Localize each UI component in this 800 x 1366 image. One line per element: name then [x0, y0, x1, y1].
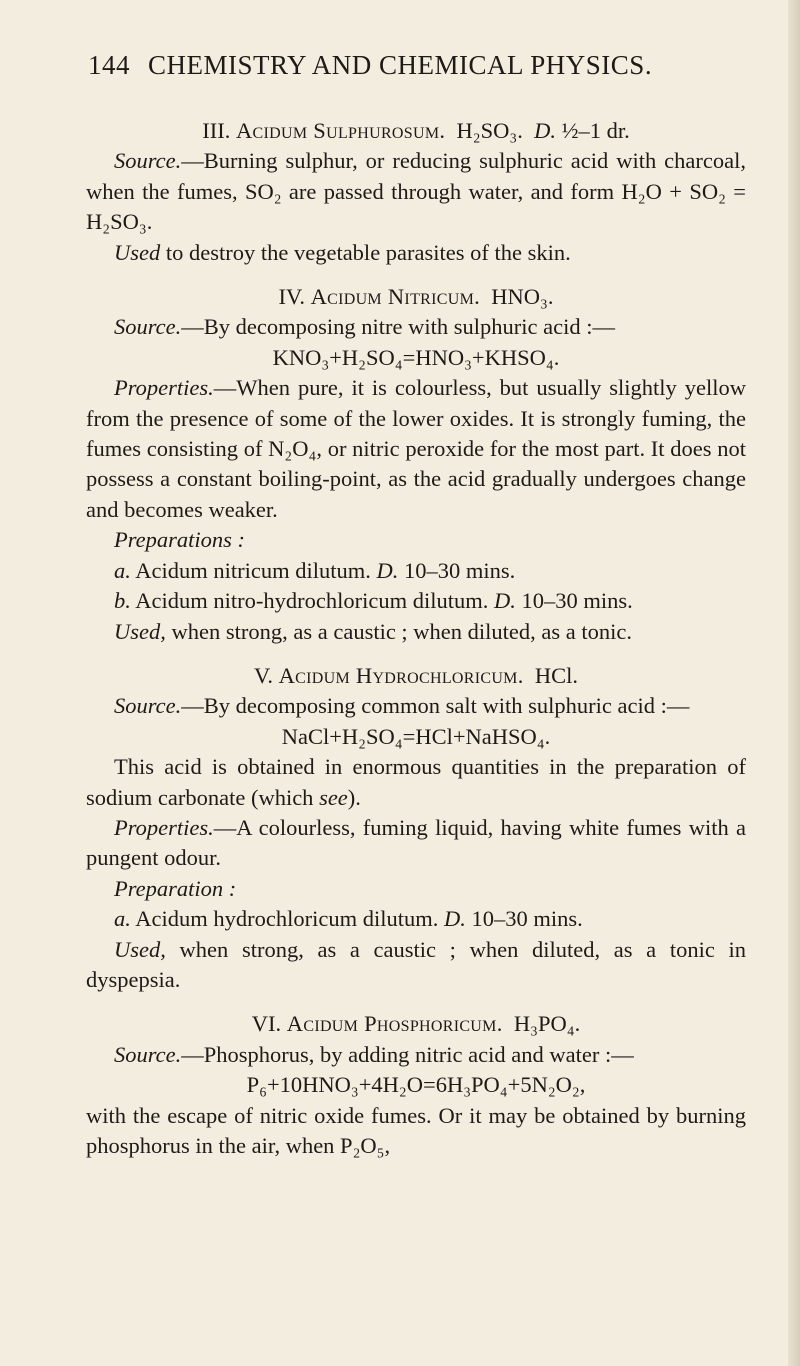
note-paragraph: This acid is obtained in enormous quantities in the preparation of sodium carbonate (which see).	[86, 754, 746, 810]
section-formula: HCl.	[534, 662, 579, 688]
used-paragraph: Used to destroy the vegetable parasites of the skin.	[114, 239, 571, 265]
properties-paragraph: Properties.—When pure, it is colourless, but usually slightly yellow from the presence of some of the lower oxides. It is strongly fuming, the fumes consisting of N₂O₄, or nitric peroxide for the most part. It does not possess a constant boiling-point, as the acid gradually undergoes change and becomes weaker.	[86, 375, 746, 522]
section-name: Acidum Nitricum.	[310, 284, 481, 310]
used-paragraph: Used, when strong, as a caustic ; when diluted, as a tonic.	[114, 618, 633, 644]
section-name: Acidum Hydrochloricum.	[278, 662, 524, 688]
running-title: CHEMISTRY AND CHEMICAL PHYSICS.	[148, 50, 653, 80]
section-heading-v: V. Acidum Hydrochloricum. HCl.	[253, 662, 579, 688]
source-paragraph: Source.—Phosphorus, by adding nitric acid and water :—	[114, 1041, 634, 1067]
section-heading-iii: III. Acidum Sulphurosum. H₂SO₃. D. ½–1 dr.	[202, 118, 630, 143]
equation: NaCl+H₂SO₄=HCl+NaHSO₄.	[281, 723, 551, 749]
continuation-paragraph: with the escape of nitric oxide fumes. Or it may be obtained by burning phosphorus in the air, when P₂O₅,	[86, 1102, 746, 1158]
section-name: Acidum Sulphurosum.	[235, 118, 446, 143]
section-formula: H₂SO₃.	[456, 118, 523, 143]
section-heading-iv: IV. Acidum Nitricum. HNO₃.	[278, 284, 554, 310]
section-formula: H₃PO₄.	[513, 1011, 581, 1037]
preparations-label: Preparations :	[114, 527, 246, 553]
preparation-item: a. Acidum hydrochloricum dilutum. D. 10–30 mins.	[114, 906, 583, 932]
section-dose: ½–1 dr.	[561, 118, 630, 143]
source-paragraph: Source.—Burning sulphur, or reducing sulphuric acid with charcoal, when the fumes, SO₂ are passed through water, and form H₂O + SO₂ = H₂SO₃.	[86, 148, 746, 235]
source-paragraph: Source.—By decomposing nitre with sulphuric acid :—	[114, 314, 615, 340]
page-number: 144	[88, 50, 130, 80]
preparation-label: Preparation :	[114, 875, 237, 901]
preparation-item: b. Acidum nitro-hydrochloricum dilutum. D. 10–30 mins.	[114, 588, 633, 614]
used-paragraph: Used, when strong, as a caustic ; when diluted, as a tonic in dyspepsia.	[86, 936, 746, 992]
equation: P₆+10HNO₃+4H₂O=6H₃PO₄+5N₂O₂,	[246, 1072, 586, 1098]
section-name: Acidum Phosphoricum.	[286, 1011, 503, 1037]
page-body	[86, 116, 746, 1161]
running-header	[88, 50, 698, 81]
preparation-item: a. Acidum nitricum dilutum. D. 10–30 mins.	[114, 557, 516, 583]
section-heading-vi: VI. Acidum Phosphoricum. H₃PO₄.	[251, 1011, 581, 1037]
section-formula: HNO₃.	[491, 284, 554, 310]
source-paragraph: Source.—By decomposing common salt with sulphuric acid :—	[114, 693, 690, 719]
properties-paragraph: Properties.—A colourless, fuming liquid, having white fumes with a pungent odour.	[86, 814, 746, 871]
page-edge	[788, 0, 800, 1366]
equation: KNO₃+H₂SO₄=HNO₃+KHSO₄.	[272, 344, 560, 370]
